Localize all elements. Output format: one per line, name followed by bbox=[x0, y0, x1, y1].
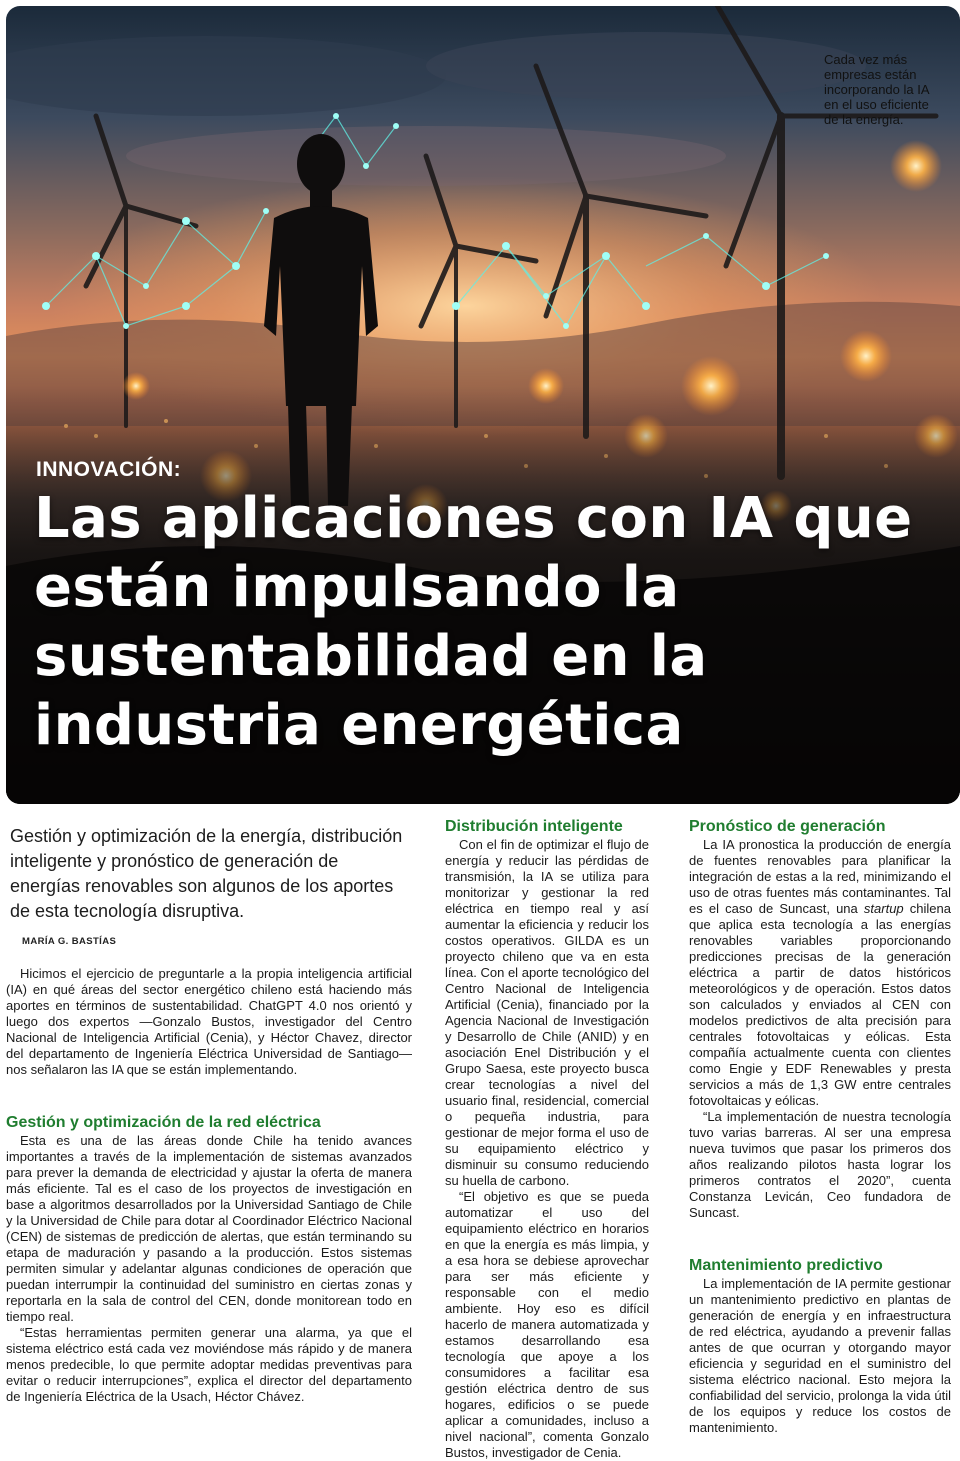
column-1 bbox=[6, 818, 412, 1405]
intro-paragraph: Hicimos el ejercicio de preguntarle a la propia inteligencia artificial (IA) en qué áreas del sector energético chileno está haciendo más aportes en términos de sustentabilidad. ChatGPT 4.0 nos orientó y luego dos expertos —Gonzalo Bustos, investigador del Centro Nacional de Inteligencia Artificial (Cenia), y Héctor Chavez, director del departamento de Ingeniería Eléctrica Universidad de Santiago— nos señalaron las IA que se están implementando. bbox=[6, 966, 412, 1077]
byline: MARÍA G. BASTÍAS bbox=[22, 936, 117, 947]
mantenimiento-paragraph-1: La implementación de IA permite gestionar un mantenimiento predictivo en plantas de generación de energía y en infraestructura de red eléctrica, ayudando a prevenir fallas antes de que ocurran y otorgando mayor eficiencia y seguridad en el suministro del sistema eléctrico nacional. Esto mejora la confiabilidad del servicio, prolonga la vida útil de los equipos y reduce los costos de mantenimiento. bbox=[689, 1276, 951, 1435]
column-2 bbox=[445, 818, 649, 1461]
pronostico-paragraph-1: La IA pronostica la producción de energía de fuentes renovables para planificar la integración de estas a la red, minimizando el uso de otras fuentes más contaminantes. Tal es el caso de Suncast, una startup chilena que aplica esta tecnología a las energías renovables variables proporcionando predicciones precisas de la generación eléctrica a partir de datos históricos meteorológicos y de operación. Estos datos son calculados y enviados al CEN con modelos predictivos de alta precisión para centrales fotovoltaicas y eólicas. Esta compañía actualmente cuenta con clientes como Engie y EDF Renewables y presta servicios a más de 1,3 GW entre centrales fotovoltaicas y eólicas. bbox=[689, 837, 951, 1108]
pronostico-paragraph-2: “La implementación de nuestra tecnología tuvo varias barreras. Al ser una empresa nueva tuvimos que pasar los primeros dos años realizando pilotos hasta lograr los primeros contratos el 2020”, cuenta Constanza Levicán, Ceo fundadora de Suncast. bbox=[689, 1109, 951, 1220]
distribucion-paragraph-2: “El objetivo es que se pueda automatizar el uso del equipamiento eléctrico en horarios en que la energía es más limpia, y a esa hora se debiese aprovechar para ser más eficiente y responsable con el medio ambiente. Hoy eso es difícil hacerlo de manera automatizada y estamos desarrollando esa tecnología que apoye a los consumidores a facilitar esa gestión eléctrica dentro de sus hogares, edificios o se puede aplicar a comunidades, incluso a nivel nacional”, comenta Gonzalo Bustos, investigador de Cenia. bbox=[445, 1189, 649, 1460]
red-paragraph-2: “Estas herramientas permiten generar una alarma, ya que el sistema eléctrico está cada vez moviéndose más rápido y de manera menos predecible, lo que permite adoptar medidas preventivas para evitar o reducir interrupciones”, explica el director del departamento de Ingeniería Eléctrica de la Usach, Héctor Chávez. bbox=[6, 1325, 412, 1404]
column-3 bbox=[689, 818, 951, 1436]
subheading-red-electrica: Gestión y optimización de la red eléctrica bbox=[6, 1114, 321, 1131]
image-caption: Cada vez más empresas están incorporando la IA en el uso eficiente de la energía. bbox=[824, 52, 929, 127]
subheading-pronostico: Pronóstico de generación bbox=[689, 818, 886, 835]
distribucion-paragraph-1: Con el fin de optimizar el flujo de energía y reducir las pérdidas de transmisión, la IA se utiliza para monitorizar y gestionar la red eléctrica en tiempo real y así aumentar la eficiencia y reducir los costos operativos. GILDA es un proyecto chileno que va en esta línea. Con el aporte tecnológico del Centro Nacional de Inteligencia Artificial (Cenia), financiado por la Agencia Nacional de Investigación y Desarrollo de Chile (ANID) y en asociación Enel Distribución y el Grupo Saesa, este proyecto busca crear tecnologías a nivel del usuario final, residencial, comercial o pequeña industria, para gestionar de mejor forma el uso de su equipamiento eléctrico y disminuir su consumo reduciendo su huella de carbono. bbox=[445, 837, 649, 1188]
section-kicker: INNOVACIÓN: bbox=[36, 458, 182, 481]
headline: Las aplicaciones con IA que están impulsando la sustentabilidad en la industria energética bbox=[34, 486, 913, 758]
hero-image bbox=[6, 6, 960, 804]
startup-emphasis: startup bbox=[863, 901, 904, 916]
red-paragraph-1: Esta es una de las áreas donde Chile ha tenido avances importantes a través de la implementación de sistemas avanzados para prever la demanda de electricidad y ajustar la oferta de manera más eficiente. Tal es el caso de los proyectos de investigación en base a algoritmos desarrollados por la Universidad Santiago de Chile y la Universidad de Chile para dotar al Coordinador Eléctrico Nacional (CEN) de sistemas de predicción de alertas, que están terminando su etapa de maduración y pasando a la producción. Estos sistemas permiten simular y adelantar algunas condiciones de operación que puedan interrumpir la continuidad del suministro en ciertas zonas y reportarla en la sala de control del CEN, donde monitorean todo en tiempo real. bbox=[6, 1133, 412, 1324]
subheading-distribucion: Distribución inteligente bbox=[445, 818, 623, 835]
lead-paragraph: Gestión y optimización de la energía, distribución inteligente y pronóstico de generación de energías renovables son algunos de los aportes de esta tecnología disruptiva. bbox=[10, 826, 403, 921]
subheading-mantenimiento: Mantenimiento predictivo bbox=[689, 1257, 883, 1274]
